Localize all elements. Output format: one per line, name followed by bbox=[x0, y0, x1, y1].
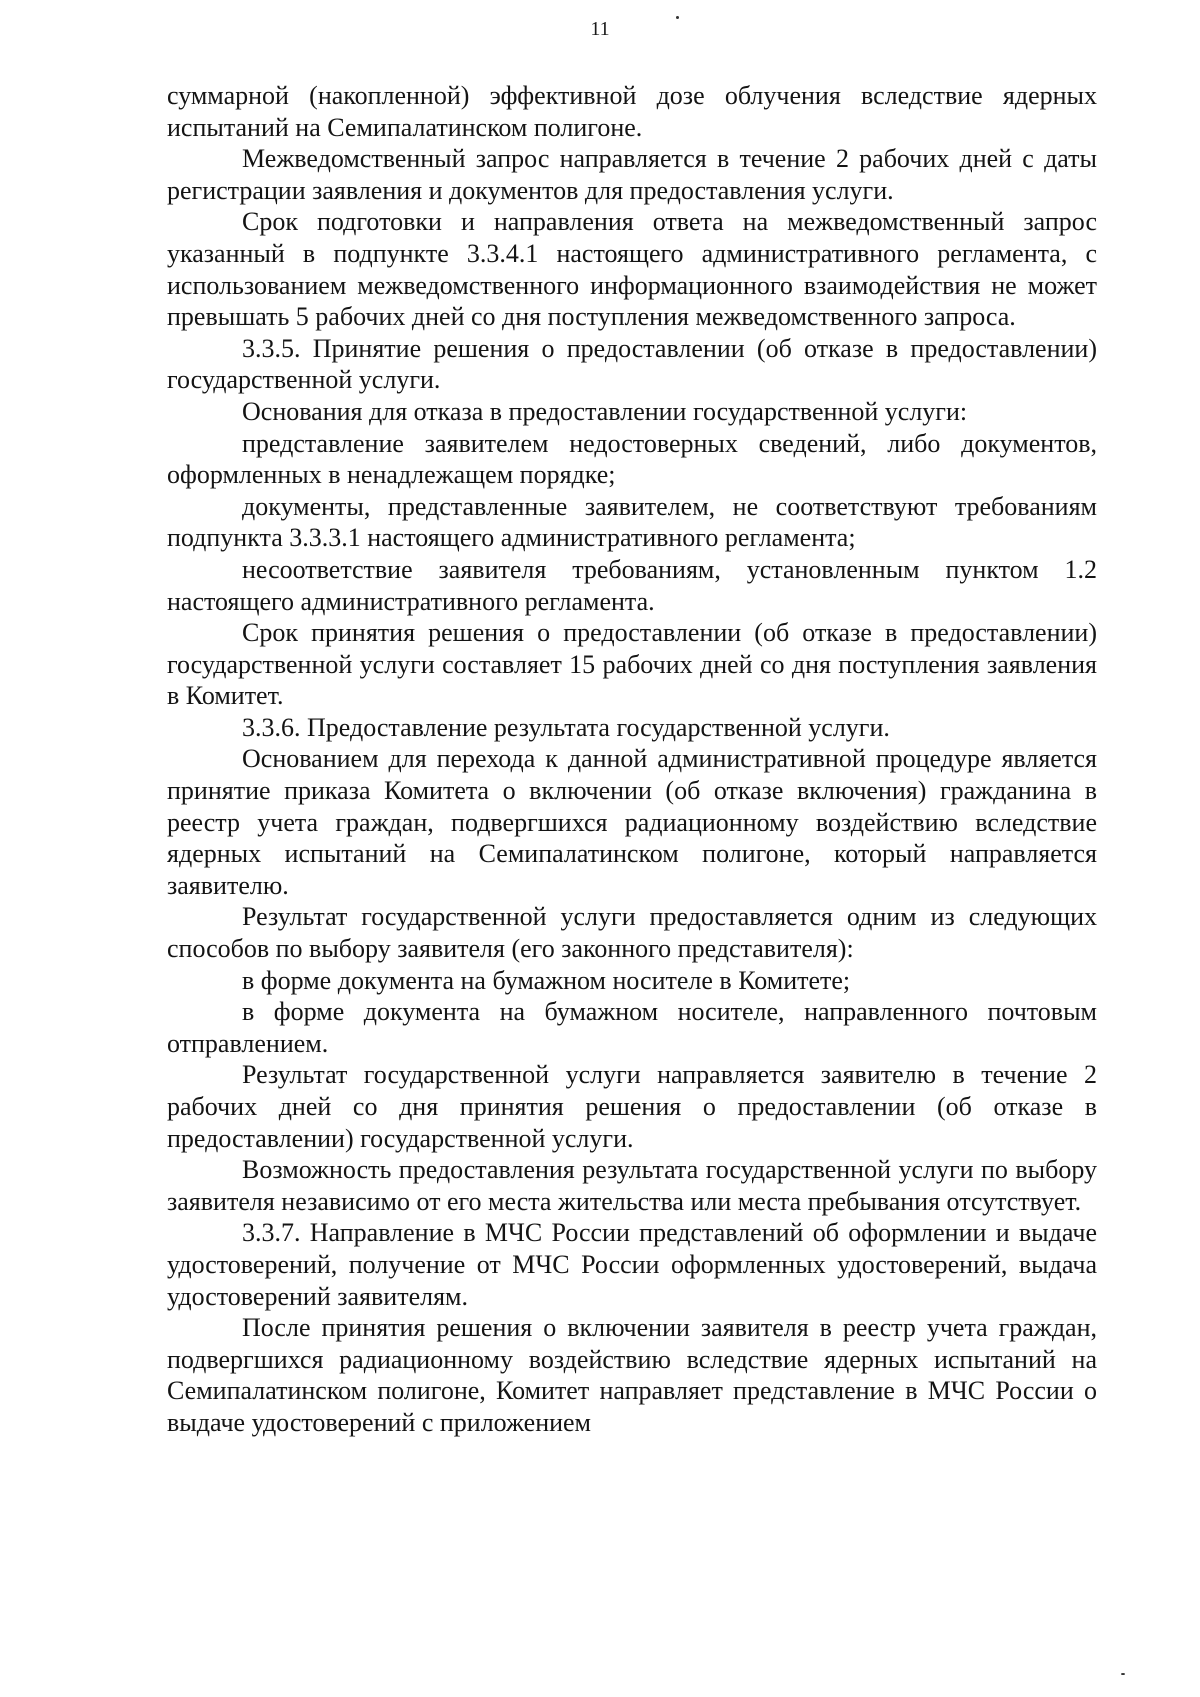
section-heading-3-3-5: 3.3.5. Принятие решения о предоставлении (об отказе в предоставлении) государственной услуги. bbox=[167, 333, 1097, 395]
document-body bbox=[167, 80, 1097, 1439]
paragraph: Возможность предоставления результата государственной услуги по выбору заявителя независимо от его места жительства или места пребывания отсутствует. bbox=[167, 1155, 1097, 1216]
paragraph-continuation: суммарной (накопленной) эффективной дозе облучения вследствие ядерных испытаний на Семипалатинском полигоне. bbox=[167, 81, 1097, 142]
list-item: в форме документа на бумажном носителе, направленного почтовым отправлением. bbox=[167, 997, 1097, 1058]
section-heading-3-3-6: 3.3.6. Предоставление результата государственной услуги. bbox=[242, 712, 890, 742]
paragraph: Результат государственной услуги предоставляется одним из следующих способов по выбору заявителя (его законного представителя): bbox=[167, 902, 1097, 964]
list-item: несоответствие заявителя требованиям, установленным пунктом 1.2 настоящего административного регламента. bbox=[167, 554, 1097, 616]
paragraph: Основанием для перехода к данной административной процедуре является принятие приказа Комитета о включении (об отказе включения) гражданина в реестр учета граждан, подвергшихся радиационному воздействию вследствие ядерных испытаний на Семипалатинском полигоне, который направляется заявителю. bbox=[167, 744, 1097, 900]
paragraph: Срок принятия решения о предоставлении (об отказе в предоставлении) государственной услуги составляет 15 рабочих дней со дня поступления заявления в Комитет. bbox=[167, 618, 1097, 711]
list-item: документы, представленные заявителем, не соответствуют требованиям подпункта 3.3.3.1 настоящего административного регламента; bbox=[167, 491, 1097, 553]
list-item: представление заявителем недостоверных сведений, либо документов, оформленных в ненадлежащем порядке; bbox=[167, 428, 1097, 490]
scan-speck bbox=[1121, 1673, 1125, 1675]
paragraph: Основания для отказа в предоставлении государственной услуги: bbox=[242, 396, 968, 426]
paragraph: Срок подготовки и направления ответа на межведомственный запрос указанный в подпункте 3.3.4.1 настоящего административного регламента, с использованием межведомственного информационного взаимодействия не может превышать 5 рабочих дней со дня поступления межведомственного запроса. bbox=[167, 207, 1097, 332]
page-number: 11 bbox=[590, 18, 610, 40]
paragraph: Межведомственный запрос направляется в течение 2 рабочих дней с даты регистрации заявления и документов для предоставления услуги. bbox=[167, 144, 1097, 205]
section-heading-3-3-7: 3.3.7. Направление в МЧС России представлений об оформлении и выдаче удостоверений, получение от МЧС России оформленных удостоверений, выдача удостоверений заявителям. bbox=[167, 1218, 1097, 1311]
list-item: в форме документа на бумажном носителе в Комитете; bbox=[242, 965, 851, 995]
paragraph: Результат государственной услуги направляется заявителю в течение 2 рабочих дней со дня принятия решения о предоставлении (об отказе в предоставлении) государственной услуги. bbox=[167, 1060, 1097, 1153]
paragraph: После принятия решения о включении заявителя в реестр учета граждан, подвергшихся радиационному воздействию вследствие ядерных испытаний на Семипалатинском полигоне, Комитет направляет представление в МЧС России о выдаче удостоверений с приложением bbox=[167, 1313, 1097, 1437]
scan-speck bbox=[676, 16, 679, 19]
